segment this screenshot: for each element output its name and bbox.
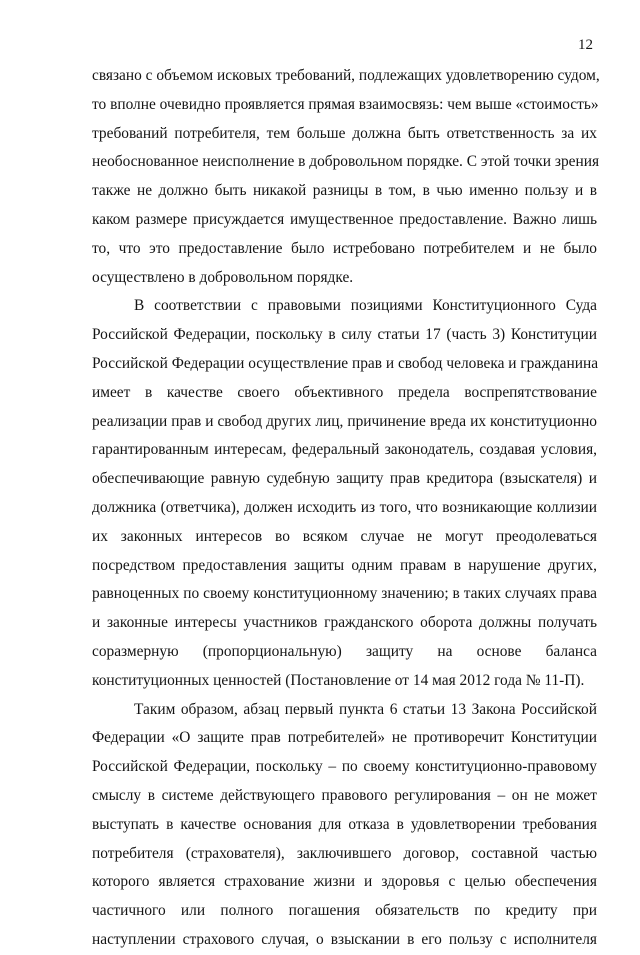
- text-line: Федерации «О защите прав потребителей» не противоречит Конституции: [92, 729, 597, 747]
- text-line: равноценных по своему конституционному значению; в таких случаях права: [92, 585, 597, 603]
- text-line: гарантированным интересам, федеральный законодатель, создавая условия,: [92, 441, 597, 459]
- text-line: Таким образом, абзац первый пункта 6 статьи 13 Закона Российской: [134, 700, 597, 718]
- text-line: каком размере присуждается имущественное предоставление. Важно лишь: [92, 210, 597, 228]
- text-line: посредством предоставления защиты одним правам в нарушение других,: [92, 556, 597, 574]
- text-line: конституционных ценностей (Постановление от 14 мая 2012 года № 11-П).: [92, 671, 585, 689]
- text-line: Российской Федерации, поскольку – по своему конституционно-правовому: [92, 758, 597, 776]
- text-line: связано с объемом исковых требований, подлежащих удовлетворению судом,: [92, 67, 600, 84]
- text-line: которого является страхование жизни и здоровья с целью обеспечения: [92, 873, 597, 891]
- text-line: потребителя (страхователя), заключившего договор, составной частью: [92, 844, 597, 862]
- text-line: требований потребителя, тем больше должна быть ответственность за их: [92, 124, 597, 142]
- document-body: [92, 62, 600, 955]
- text-line: реализации прав и свобод других лиц, причинение вреда их конституционно: [92, 412, 597, 430]
- paragraph-1: [92, 62, 600, 292]
- text-line: осуществлено в добровольном порядке.: [92, 268, 354, 286]
- text-line: соразмерную (пропорциональную) защиту на основе баланса: [92, 642, 597, 660]
- text-line: В соответствии с правовыми позициями Конституционного Суда: [134, 297, 597, 315]
- text-line: наступлении страхового случая, о взыскании в его пользу с исполнителя: [92, 930, 597, 948]
- text-line: обеспечивающие равную судебную защиту прав кредитора (взыскателя) и: [92, 470, 597, 488]
- text-line: Российской Федерации, поскольку в силу статьи 17 (часть 3) Конституции: [92, 326, 597, 344]
- text-line: то, что это предоставление было истребовано потребителем и не было: [92, 239, 597, 257]
- text-line: частичного или полного погашения обязательств по кредиту при: [92, 902, 597, 920]
- text-line: смыслу в системе действующего правового регулирования – он не может: [92, 786, 597, 804]
- text-line: выступать в качестве основания для отказа в удовлетворении требования: [92, 815, 597, 833]
- text-line: их законных интересов во всяком случае не могут преодолеваться: [92, 527, 597, 545]
- text-line: имеет в качестве своего объективного предела воспрепятствование: [92, 383, 597, 401]
- text-line: и законные интересы участников гражданского оборота должны получать: [92, 614, 597, 632]
- text-line: также не должно быть никакой разницы в том, в чью именно пользу и в: [92, 182, 597, 200]
- text-line: Российской Федерации осуществление прав и свобод человека и гражданина: [92, 354, 599, 372]
- text-line: необоснованное неисполнение в добровольном порядке. С этой точки зрения: [92, 153, 600, 171]
- page-number: 12: [578, 37, 593, 53]
- text-line: должника (ответчика), должен исходить из того, что возникающие коллизии: [92, 498, 597, 516]
- text-line: то вполне очевидно проявляется прямая взаимосвязь: чем выше «стоимость»: [92, 95, 599, 113]
- paragraph-2: [92, 292, 597, 695]
- paragraph-3: [92, 696, 597, 955]
